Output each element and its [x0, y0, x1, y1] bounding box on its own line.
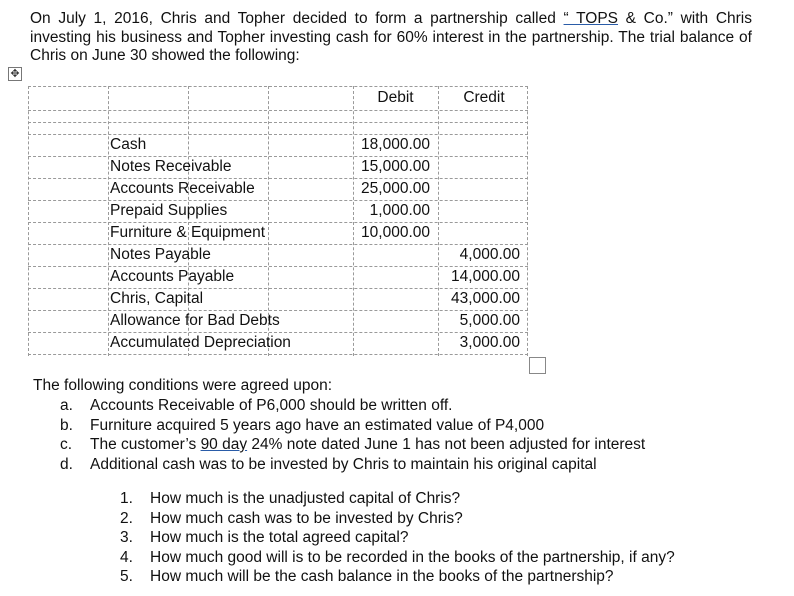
firm-name-underlined: “ TOPS — [563, 10, 619, 27]
credit-amount: 4,000.00 — [459, 246, 520, 263]
account-name: Prepaid Supplies — [110, 202, 228, 219]
debit-amount: 15,000.00 — [361, 158, 430, 175]
condition-text-pre: The customer’s — [90, 436, 201, 453]
credit-amount: 5,000.00 — [459, 312, 520, 329]
list-marker: a. — [60, 397, 73, 414]
debit-amount: 1,000.00 — [369, 202, 430, 219]
table-rule — [438, 86, 439, 356]
table-rule — [28, 122, 528, 123]
list-item — [120, 567, 675, 587]
table-resize-icon[interactable] — [529, 357, 546, 374]
list-marker: b. — [60, 416, 73, 434]
table-rule — [28, 200, 528, 201]
account-name: Notes Payable — [110, 246, 211, 263]
debit-amount: 10,000.00 — [361, 224, 430, 241]
questions-list — [120, 489, 675, 587]
account-name: Allowance for Bad Debts — [110, 312, 280, 329]
list-item — [120, 528, 675, 548]
list-item — [120, 489, 675, 509]
credit-amount: 14,000.00 — [451, 268, 520, 285]
table-rule — [353, 86, 354, 356]
question-text: How much will be the cash balance in the books of the partnership? — [150, 568, 614, 585]
question-text: How much cash was to be invested by Chris? — [150, 509, 463, 527]
list-marker: 3. — [120, 529, 133, 546]
intro-text-2: & Co.” with Chris investing his business and Topher investing cash for 60% interest in the partnership. The trial balance of Chris on June 30 showed the following: — [30, 10, 752, 64]
debit-amount: 18,000.00 — [361, 136, 430, 153]
table-rule — [108, 86, 109, 356]
table-rule — [28, 134, 528, 135]
question-text: How much is the unadjusted capital of Chris? — [150, 490, 461, 507]
table-rule — [527, 86, 528, 356]
conditions-intro: The following conditions were agreed upon: — [33, 377, 332, 394]
table-rule — [28, 86, 29, 356]
table-rule — [28, 110, 528, 111]
list-item — [60, 455, 645, 475]
intro-paragraph — [30, 10, 752, 66]
list-marker: 4. — [120, 548, 133, 566]
list-item — [120, 509, 675, 529]
account-name: Notes Receivable — [110, 158, 232, 175]
table-rule — [28, 222, 528, 223]
intro-text-1: On July 1, 2016, Chris and Topher decided to form a partnership called — [30, 10, 556, 27]
account-name: Chris, Capital — [110, 290, 204, 307]
credit-header: Credit — [463, 89, 505, 106]
list-marker: c. — [60, 436, 73, 453]
underlined-term: 90 day — [200, 436, 248, 453]
account-name: Furniture & Equipment — [110, 224, 266, 241]
account-name: Accumulated Depreciation — [110, 334, 291, 351]
list-marker: d. — [60, 455, 73, 473]
list-marker: 2. — [120, 509, 133, 527]
account-name: Cash — [110, 136, 147, 153]
credit-amount: 3,000.00 — [459, 334, 520, 351]
condition-text-post: 24% note dated June 1 has not been adjusted for interest — [247, 436, 646, 453]
move-arrows-icon[interactable]: ✥ — [8, 67, 22, 81]
debit-header: Debit — [377, 89, 414, 106]
list-marker: 5. — [120, 568, 133, 585]
credit-amount: 43,000.00 — [451, 290, 520, 307]
list-item — [60, 396, 645, 416]
condition-text: Furniture acquired 5 years ago have an estimated value of P4,000 — [90, 416, 545, 434]
list-marker: 1. — [120, 490, 133, 507]
table-rule — [28, 354, 528, 355]
table-rule — [28, 178, 528, 179]
table-rule — [28, 156, 528, 157]
condition-text: Accounts Receivable of P6,000 should be written off. — [90, 397, 453, 414]
condition-text: Additional cash was to be invested by Chris to maintain his original capital — [90, 455, 597, 473]
list-item — [60, 416, 645, 436]
conditions-list — [60, 396, 646, 474]
account-name: Accounts Receivable — [110, 180, 255, 197]
question-text: How much is the total agreed capital? — [150, 529, 409, 546]
question-text: How much good will is to be recorded in the books of the partnership, if any? — [150, 548, 675, 566]
table-rule — [28, 86, 528, 87]
list-item — [60, 435, 646, 455]
list-item — [120, 548, 675, 568]
trial-balance-table — [28, 86, 528, 356]
debit-amount: 25,000.00 — [361, 180, 430, 197]
account-name: Accounts Payable — [110, 268, 235, 285]
